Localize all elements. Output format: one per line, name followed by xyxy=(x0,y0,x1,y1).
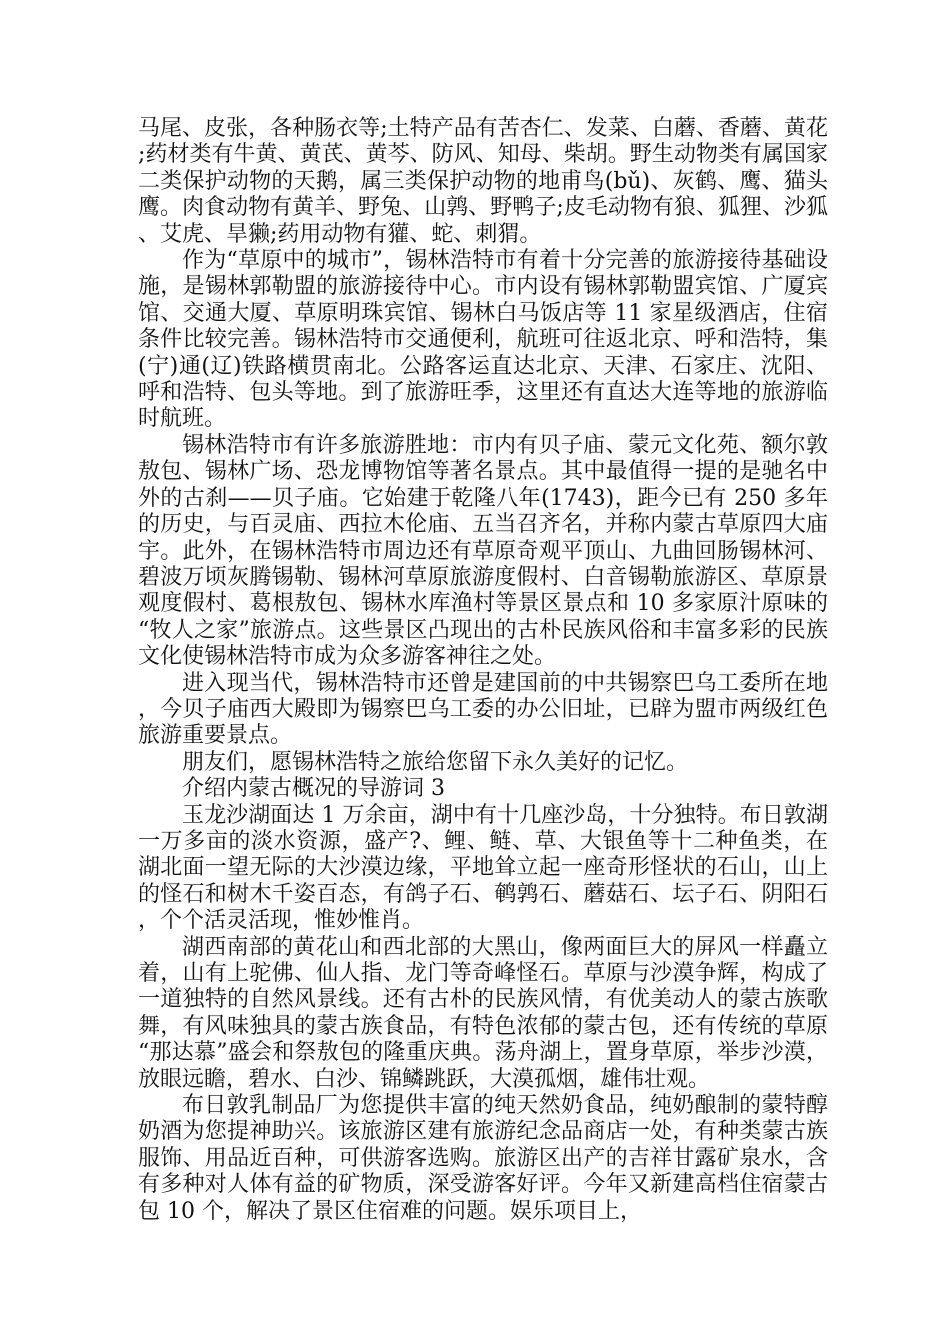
paragraph-red-tourism: 进入现当代，锡林浩特市还曾是建国前的中共锡察巴乌工委所在地，今贝子庙西大殿即为锡察巴乌工委的办公旧址，已辟为盟市两级红色旅游重要景点。 xyxy=(138,670,828,749)
document-page xyxy=(138,116,828,1225)
paragraph-dairy-products: 布日敦乳制品厂为您提供丰富的纯天然奶食品，纯奶酿制的蒙特醇奶酒为您提神助兴。该旅游区建有旅游纪念品商店一处，有种类蒙古族服饰、用品近百种，可供游客选购。旅游区出产的吉祥甘露矿泉水，含有多种对人体有益的矿物质，深受游客好评。今年又新建高档住宿蒙古包 10 个，解决了景区住宿难的问题。娱乐项目上， xyxy=(138,1093,828,1224)
paragraph-products-animals: 马尾、皮张，各种肠衣等;土特产品有苦杏仁、发菜、白蘑、香蘑、黄花;药材类有牛黄、黄芪、黄芩、防风、知母、柴胡。野生动物类有属国家二类保护动物的天鹅，属三类保护动物的地甫鸟(bǔ)、灰鹤、鹰、猫头鹰。肉食动物有黄羊、野兔、山鹑、野鸭子;皮毛动物有狼、狐狸、沙狐、艾虎、旱獭;药用动物有獾、蛇、刺猬。 xyxy=(138,116,828,247)
paragraph-mountains-culture: 湖西南部的黄花山和西北部的大黑山，像两面巨大的屏风一样矗立着，山有上驼佛、仙人指、龙门等奇峰怪石。草原与沙漠争辉，构成了一道独特的自然风景线。还有古朴的民族风情，有优美动人的蒙古族歌舞，有风味独具的蒙古族食品，有特色浓郁的蒙古包，还有传统的草原“那达慕”盛会和祭敖包的隆重庆典。荡舟湖上，置身草原，举步沙漠，放眼远瞻，碧水、白沙、锦鳞跳跃，大漠孤烟，雄伟壮观。 xyxy=(138,934,828,1092)
paragraph-yulong-lake: 玉龙沙湖面达 1 万余亩，湖中有十几座沙岛，十分独特。布日敦湖一万多亩的淡水资源，盛产?、鲤、鲢、草、大银鱼等十二种鱼类，在湖北面一望无际的大沙漠边缘，平地耸立起一座奇形怪状的石山，山上的怪石和树木千姿百态，有鸽子石、鹌鹑石、蘑菇石、坛子石、阴阳石，个个活灵活现，惟妙惟肖。 xyxy=(138,802,828,934)
paragraph-farewell: 朋友们，愿锡林浩特之旅给您留下永久美好的记忆。 xyxy=(182,749,689,775)
section-heading: 介绍内蒙古概况的导游词 3 xyxy=(182,776,445,802)
paragraph-city-facilities: 作为“草原中的城市”，锡林浩特市有着十分完善的旅游接待基础设施，是锡林郭勒盟的旅游接待中心。市内设有锡林郭勒盟宾馆、广厦宾馆、交通大厦、草原明珠宾馆、锡林白马饭店等 11 家星级酒店，住宿条件比较完善。锡林浩特市交通便利，航班可往返北京、呼和浩特，集(宁)通(辽)铁路横贯南北。公路客运直达北京、天津、石家庄、沈阳、呼和浩特、包头等地。到了旅游旺季，这里还有直达大连等地的旅游临时航班。 xyxy=(138,248,828,432)
paragraph-scenic-spots: 锡林浩特市有许多旅游胜地：市内有贝子庙、蒙元文化苑、额尔敦敖包、锡林广场、恐龙博物馆等著名景点。其中最值得一提的是驰名中外的古刹——贝子庙。它始建于乾隆八年(1743)，距今已有 250 多年的历史，与百灵庙、西拉木伦庙、五当召齐名，并称内蒙古草原四大庙宇。此外，在锡林浩特市周边还有草原奇观平顶山、九曲回肠锡林河、碧波万顷灰腾锡勒、锡林河草原旅游度假村、白音锡勒旅游区、草原景观度假村、葛根敖包、锡林水库渔村等景区景点和 10 多家原汁原味的“牧人之家”旅游点。这些景区凸现出的古朴民族风俗和丰富多彩的民族文化使锡林浩特市成为众多游客神往之处。 xyxy=(138,432,828,670)
